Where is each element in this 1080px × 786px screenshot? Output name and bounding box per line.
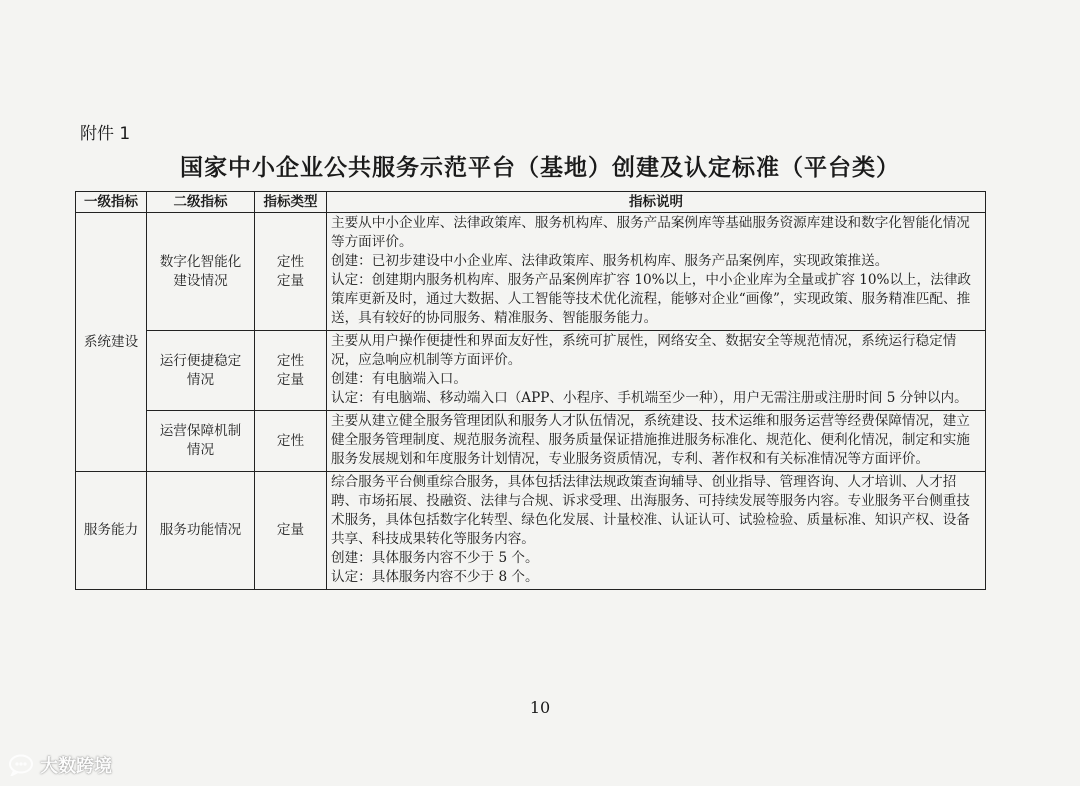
table-row — [76, 213, 986, 331]
level2-line: 运行便捷稳定 — [159, 352, 242, 369]
description-paragraph: 认定：具体服务内容不少于 8 个。 — [331, 569, 539, 585]
header-description: 指标说明 — [327, 192, 986, 213]
level2-line: 运营保障机制 — [159, 423, 242, 439]
description-paragraph: 认定：有电脑端、移动端入口（APP、小程序、手机端至少一种），用户无需注册或注册时间 5 分钟以内。 — [331, 390, 968, 406]
description-paragraph: 主要从用户操作便捷性和界面友好性，系统可扩展性，网络安全、数据安全等规范情况，系统运行稳定情况，应急响应机制等方面评价。 — [331, 333, 957, 368]
type-line: 定性 — [276, 432, 305, 449]
watermark — [8, 752, 112, 778]
table-header-row — [76, 192, 986, 213]
type-cell — [255, 472, 327, 590]
level2-line: 建设情况 — [173, 272, 228, 289]
table-row — [76, 472, 986, 590]
page-number: 10 — [529, 698, 551, 717]
description-paragraph: 主要从建立健全服务管理团队和服务人才队伍情况，系统建设、技术运维和服务运营等经费保障情况，建立健全服务管理制度、规范服务流程、服务质量保证措施推进服务标准化、规范化、便利化情况，制定和实施服务发展规划和年度服务计划情况，专业服务资质情况，专利、著作权和有关标准情况等方面评价。 — [331, 413, 970, 467]
type-line: 定性 — [276, 253, 305, 270]
chat-bubble-logo-icon — [8, 754, 34, 776]
document-title: 国家中小企业公共服务示范平台（基地）创建及认定标准（平台类） — [180, 154, 900, 181]
type-cell — [255, 411, 327, 472]
type-line: 定量 — [276, 371, 305, 388]
level2-line: 服务功能情况 — [159, 522, 242, 538]
level2-line: 情况 — [186, 442, 215, 458]
level2-line: 情况 — [186, 371, 215, 388]
type-line: 定性 — [276, 352, 305, 369]
attachment-label: 附件 1 — [80, 124, 131, 144]
description-cell — [327, 472, 986, 590]
description-cell — [327, 331, 986, 411]
level2-cell — [147, 213, 255, 331]
level2-cell — [147, 411, 255, 472]
description-paragraph: 创建：已初步建设中小企业库、法律政策库、服务机构库、服务产品案例库，实现政策推送。 — [331, 253, 889, 269]
standards-table — [75, 191, 986, 590]
level1-label: 系统建设 — [83, 333, 139, 350]
level2-cell — [147, 472, 255, 590]
type-line: 定量 — [276, 272, 305, 289]
table-row — [76, 411, 986, 472]
level2-line: 数字化智能化 — [159, 253, 242, 270]
type-cell — [255, 331, 327, 411]
table-row — [76, 331, 986, 411]
description-cell — [327, 411, 986, 472]
description-paragraph: 主要从中小企业库、法律政策库、服务机构库、服务产品案例库等基础服务资源库建设和数字化智能化情况等方面评价。 — [331, 215, 970, 250]
description-cell — [327, 213, 986, 331]
header-level1: 一级指标 — [76, 192, 147, 213]
watermark-text: 大数跨境 — [40, 756, 112, 777]
header-type: 指标类型 — [255, 192, 327, 213]
header-level2: 二级指标 — [147, 192, 255, 213]
description-paragraph: 认定：创建期内服务机构库、服务产品案例库扩容 10%以上，中小企业库为全量或扩容 10%以上，法律政策库更新及时，通过大数据、人工智能等技术优化流程，能够对企业“画像”，实现政策、服务精准匹配、推送，具有较好的协同服务、精准服务、智能服务能力。 — [331, 272, 972, 326]
description-paragraph: 创建：具体服务内容不少于 5 个。 — [331, 550, 539, 566]
level1-cell — [76, 213, 147, 472]
description-paragraph: 综合服务平台侧重综合服务，具体包括法律法规政策查询辅导、创业指导、管理咨询、人才培训、人才招聘、市场拓展、投融资、法律与合规、诉求受理、出海服务、可持续发展等服务内容。专业服务平台侧重技术服务，具体包括数字化转型、绿色化发展、计量校准、认证认可、试验检验、质量标准、知识产权、设备共享、科技成果转化等服务内容。 — [331, 474, 970, 547]
level2-cell — [147, 331, 255, 411]
type-line: 定量 — [276, 522, 305, 538]
level1-label: 服务能力 — [83, 522, 139, 538]
level1-cell — [76, 472, 147, 590]
type-cell — [255, 213, 327, 331]
description-paragraph: 创建：有电脑端入口。 — [331, 371, 467, 387]
